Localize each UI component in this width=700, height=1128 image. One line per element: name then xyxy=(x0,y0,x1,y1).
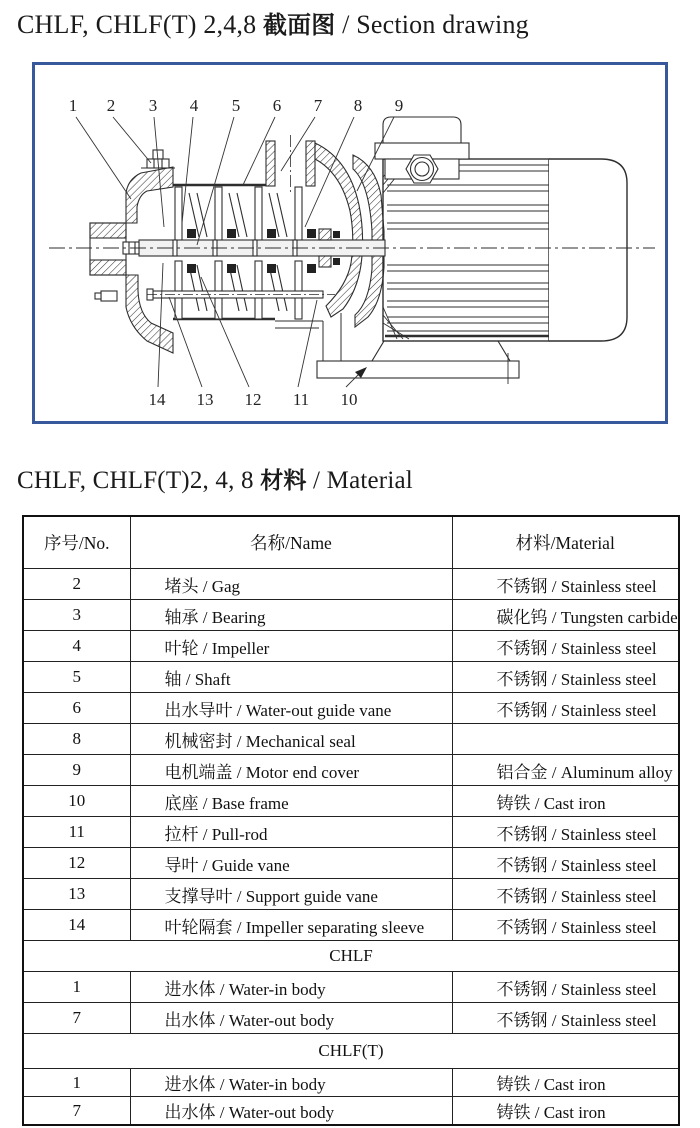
table-row xyxy=(23,848,679,879)
table-section-row-chlft xyxy=(23,1034,679,1069)
cell-material: 不锈钢 / Stainless steel xyxy=(452,910,679,941)
outlet-pipe xyxy=(266,135,315,193)
callout-number: 14 xyxy=(148,390,166,409)
cell-material: 碳化钨 / Tungsten carbide xyxy=(452,600,679,631)
cell-name: 支撑导叶 / Support guide vane xyxy=(130,879,452,910)
cell-material: 铝合金 / Aluminum alloy xyxy=(452,755,679,786)
cell-material: 铸铁 / Cast iron xyxy=(452,1097,679,1126)
motor-end-cap xyxy=(549,159,627,341)
motor-body xyxy=(383,159,627,341)
callout-number: 4 xyxy=(189,96,199,115)
cell-material: 不锈钢 / Stainless steel xyxy=(452,662,679,693)
pump-support-bracket xyxy=(275,313,341,361)
title-cn-bold: 材料 xyxy=(260,468,307,494)
cell-material: 不锈钢 / Stainless steel xyxy=(452,631,679,662)
drain-bolt xyxy=(95,291,117,301)
cell-no: 3 xyxy=(23,600,130,631)
cell-name: 进水体 / Water-in body xyxy=(130,972,452,1003)
casing-upper-wall xyxy=(126,167,173,223)
cell-name: 出水体 / Water-out body xyxy=(130,1097,452,1126)
cell-material: 不锈钢 / Stainless steel xyxy=(452,1003,679,1034)
cell-name: 轴 / Shaft xyxy=(130,662,452,693)
cell-no: 9 xyxy=(23,755,130,786)
cell-material: 不锈钢 / Stainless steel xyxy=(452,879,679,910)
title-cn-bold: 截面图 xyxy=(263,11,336,39)
table-row xyxy=(23,1069,679,1097)
cell-name: 机械密封 / Mechanical seal xyxy=(130,724,452,755)
header-name: 名称/Name xyxy=(130,516,452,569)
table-row xyxy=(23,600,679,631)
table-row xyxy=(23,879,679,910)
cell-no: 12 xyxy=(23,848,130,879)
header-no: 序号/No. xyxy=(23,516,130,569)
cell-no: 7 xyxy=(23,1003,130,1034)
table-row xyxy=(23,755,679,786)
cell-no: 6 xyxy=(23,693,130,724)
table-row xyxy=(23,1003,679,1034)
section-drawing-frame xyxy=(32,62,668,424)
page-title-material xyxy=(17,462,413,495)
table-row xyxy=(23,1097,679,1126)
header-material: 材料/Material xyxy=(452,516,679,569)
callout-number: 7 xyxy=(313,96,323,115)
callout-number: 9 xyxy=(394,96,404,115)
cell-material: 不锈钢 / Stainless steel xyxy=(452,848,679,879)
cell-no: 10 xyxy=(23,786,130,817)
cell-name: 电机端盖 / Motor end cover xyxy=(130,755,452,786)
callout-number: 5 xyxy=(231,96,241,115)
cell-no: 1 xyxy=(23,972,130,1003)
table-row xyxy=(23,910,679,941)
title-model-text: CHLF, CHLF(T) 2,4,8 xyxy=(17,10,264,39)
casing-lower-wall xyxy=(126,275,173,353)
cell-no: 11 xyxy=(23,817,130,848)
cell-name: 导叶 / Guide vane xyxy=(130,848,452,879)
table-row xyxy=(23,569,679,600)
callout-number: 6 xyxy=(272,96,282,115)
table-row xyxy=(23,817,679,848)
table-row xyxy=(23,693,679,724)
cell-material: 不锈钢 / Stainless steel xyxy=(452,817,679,848)
cell-name: 进水体 / Water-in body xyxy=(130,1069,452,1097)
title-en-text: / Material xyxy=(306,467,413,494)
cell-material: 铸铁 / Cast iron xyxy=(452,786,679,817)
cell-name: 底座 / Base frame xyxy=(130,786,452,817)
cell-material: 不锈钢 / Stainless steel xyxy=(452,569,679,600)
table-section-row-chlf xyxy=(23,941,679,972)
callout-number: 1 xyxy=(68,96,78,115)
section-label: CHLF xyxy=(23,941,679,972)
callout-number: 13 xyxy=(196,390,214,409)
title-en-text: / Section drawing xyxy=(335,10,529,39)
cell-material: 不锈钢 / Stainless steel xyxy=(452,972,679,1003)
callout-number: 2 xyxy=(106,96,116,115)
table-header-row xyxy=(23,516,679,569)
cell-no: 13 xyxy=(23,879,130,910)
drawing-geometry xyxy=(49,117,655,387)
cell-no: 14 xyxy=(23,910,130,941)
cell-no: 8 xyxy=(23,724,130,755)
table-row xyxy=(23,631,679,662)
cell-name: 出水导叶 / Water-out guide vane xyxy=(130,693,452,724)
pump-section-drawing xyxy=(35,65,665,421)
cell-material: 不锈钢 / Stainless steel xyxy=(452,693,679,724)
cell-name: 轴承 / Bearing xyxy=(130,600,452,631)
callout-number: 12 xyxy=(244,390,262,409)
table-row xyxy=(23,662,679,693)
cell-no: 2 xyxy=(23,569,130,600)
cell-material xyxy=(452,724,679,755)
cell-name: 拉杆 / Pull-rod xyxy=(130,817,452,848)
table-row xyxy=(23,972,679,1003)
cell-name: 叶轮 / Impeller xyxy=(130,631,452,662)
callout-number: 3 xyxy=(148,96,158,115)
cell-no: 1 xyxy=(23,1069,130,1097)
base-frame xyxy=(317,341,519,384)
cell-no: 7 xyxy=(23,1097,130,1126)
cell-name: 叶轮隔套 / Impeller separating sleeve xyxy=(130,910,452,941)
water-in-body xyxy=(90,223,126,275)
cell-name: 堵头 / Gag xyxy=(130,569,452,600)
callout-number: 10 xyxy=(340,390,358,409)
page-title-section-drawing xyxy=(17,5,529,40)
section-label: CHLF(T) xyxy=(23,1034,679,1069)
callout-number: 8 xyxy=(353,96,363,115)
material-table xyxy=(22,515,680,1126)
cell-material: 铸铁 / Cast iron xyxy=(452,1069,679,1097)
title-model-text: CHLF, CHLF(T)2, 4, 8 xyxy=(17,467,261,494)
table-row xyxy=(23,724,679,755)
callout-number: 11 xyxy=(292,390,310,409)
cell-no: 5 xyxy=(23,662,130,693)
cell-no: 4 xyxy=(23,631,130,662)
cell-name: 出水体 / Water-out body xyxy=(130,1003,452,1034)
table-row xyxy=(23,786,679,817)
